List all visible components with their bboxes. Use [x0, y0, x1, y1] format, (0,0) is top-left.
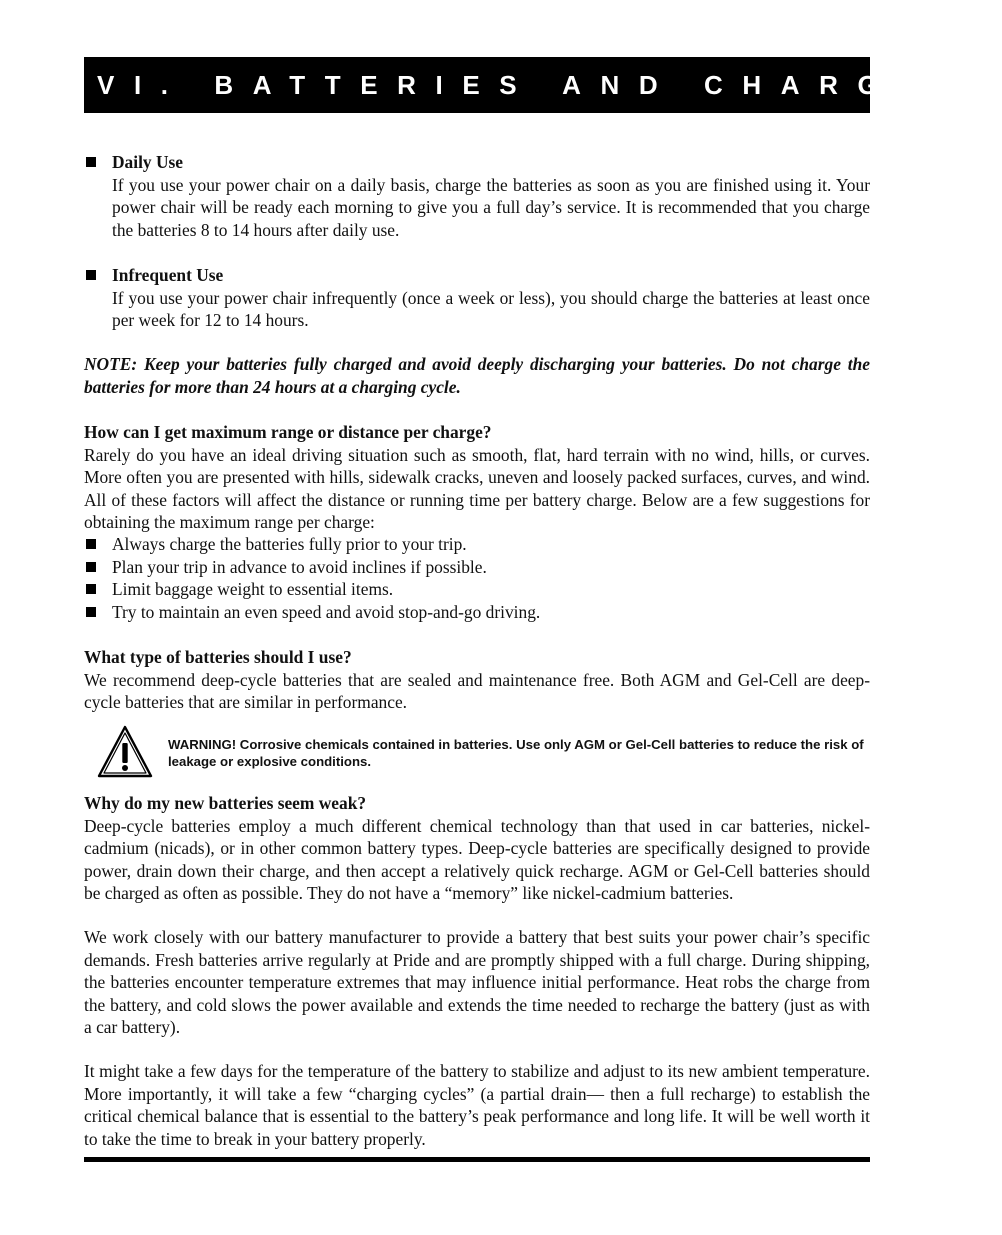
battery-types-heading: What type of batteries should I use? [84, 647, 352, 667]
bullet-square-icon [86, 270, 96, 280]
weak-batteries-heading: Why do my new batteries seem weak? [84, 793, 367, 813]
weak-batteries-p3: It might take a few days for the temperature of the battery to stabilize and adjust to its new ambient temperature. More importantly, it will take a few “charging cycles” (a partial drain— then a full recharge) to establish the critical chemical balance that is essential to the battery’s peak performance and long life. It will be well worth it to take the time to break in your battery properly. [84, 1061, 870, 1149]
daily-use-item [84, 151, 870, 241]
list-item: Try to maintain an even speed and avoid stop-and-go driving. [84, 601, 870, 623]
weak-batteries-p3-block [84, 1060, 870, 1150]
bullet-square-icon [86, 607, 96, 617]
note-block [84, 353, 870, 398]
section-title: VI. BATTERIES AND CHARGING [84, 57, 870, 113]
bullet-square-icon [86, 584, 96, 594]
note-text: NOTE: Keep your batteries fully charged and avoid deeply discharging your batteries. Do not charge the batteries for more than 24 hours at a charging cycle. [84, 354, 870, 397]
list-item: Always charge the batteries fully prior to your trip. [84, 533, 870, 555]
range-section [84, 421, 870, 534]
infrequent-use-item [84, 264, 870, 332]
range-body: Rarely do you have an ideal driving situation such as smooth, flat, hard terrain with no wind, hills, or curves. More often you are presented with hills, sidewalk cracks, uneven and loosely packed surfaces, curves, and wind. All of these factors will affect the distance or running time per battery charge. Below are a few suggestions for obtaining the maximum range per charge: [84, 444, 870, 533]
warning-text: WARNING! Corrosive chemicals contained in batteries. Use only AGM or Gel-Cell batteries to reduce the risk of leakage or explosive conditions. [168, 737, 864, 769]
list-item: Limit baggage weight to essential items. [84, 578, 870, 600]
weak-batteries-p2: We work closely with our battery manufacturer to provide a battery that best suits your power chair’s specific demands. Fresh batteries arrive regularly at Pride and are promptly shipped with a full charge. During shipping, the batteries encounter temperature extremes that may influence initial performance. Heat robs the charge from the battery, and cold slows the power available and extends the time needed to recharge the battery (just as with a car battery). [84, 927, 870, 1038]
bullet-square-icon [86, 157, 96, 167]
range-heading: How can I get maximum range or distance per charge? [84, 422, 492, 442]
battery-types-section [84, 646, 870, 714]
weak-batteries-p2-block [84, 926, 870, 1039]
infrequent-use-body: If you use your power chair infrequently (once a week or less), you should charge the batteries at least once per week for 12 to 14 hours. [112, 287, 870, 331]
daily-use-body: If you use your power chair on a daily basis, charge the batteries as soon as you are finished using it. Your power chair will be ready each morning to give you a full day’s service. It is recommended that you charge the batteries 8 to 14 hours after daily use. [112, 174, 870, 240]
daily-use-heading: Daily Use [112, 152, 184, 172]
weak-batteries-p1: Deep-cycle batteries employ a much different chemical technology than that used in car batteries, nickel-cadmium (nicads), or in other common battery types. Deep-cycle batteries are specifically designed to provide power, drain down their charge, and then accept a relatively quick recharge. AGM or Gel-Cell batteries should be charged as often as possible. They do not have a “memory” like nickel-cadmium batteries. [84, 815, 870, 904]
bottom-rule [84, 1157, 870, 1162]
weak-batteries-section [84, 792, 870, 905]
bullet-square-icon [86, 539, 96, 549]
bullet-square-icon [86, 562, 96, 572]
list-item: Plan your trip in advance to avoid inclines if possible. [84, 556, 870, 578]
battery-types-body: We recommend deep-cycle batteries that are sealed and maintenance free. Both AGM and Gel-Cell are deep-cycle batteries that are similar in performance. [84, 669, 870, 713]
warning-triangle-icon [96, 724, 154, 780]
infrequent-use-heading: Infrequent Use [112, 265, 224, 285]
